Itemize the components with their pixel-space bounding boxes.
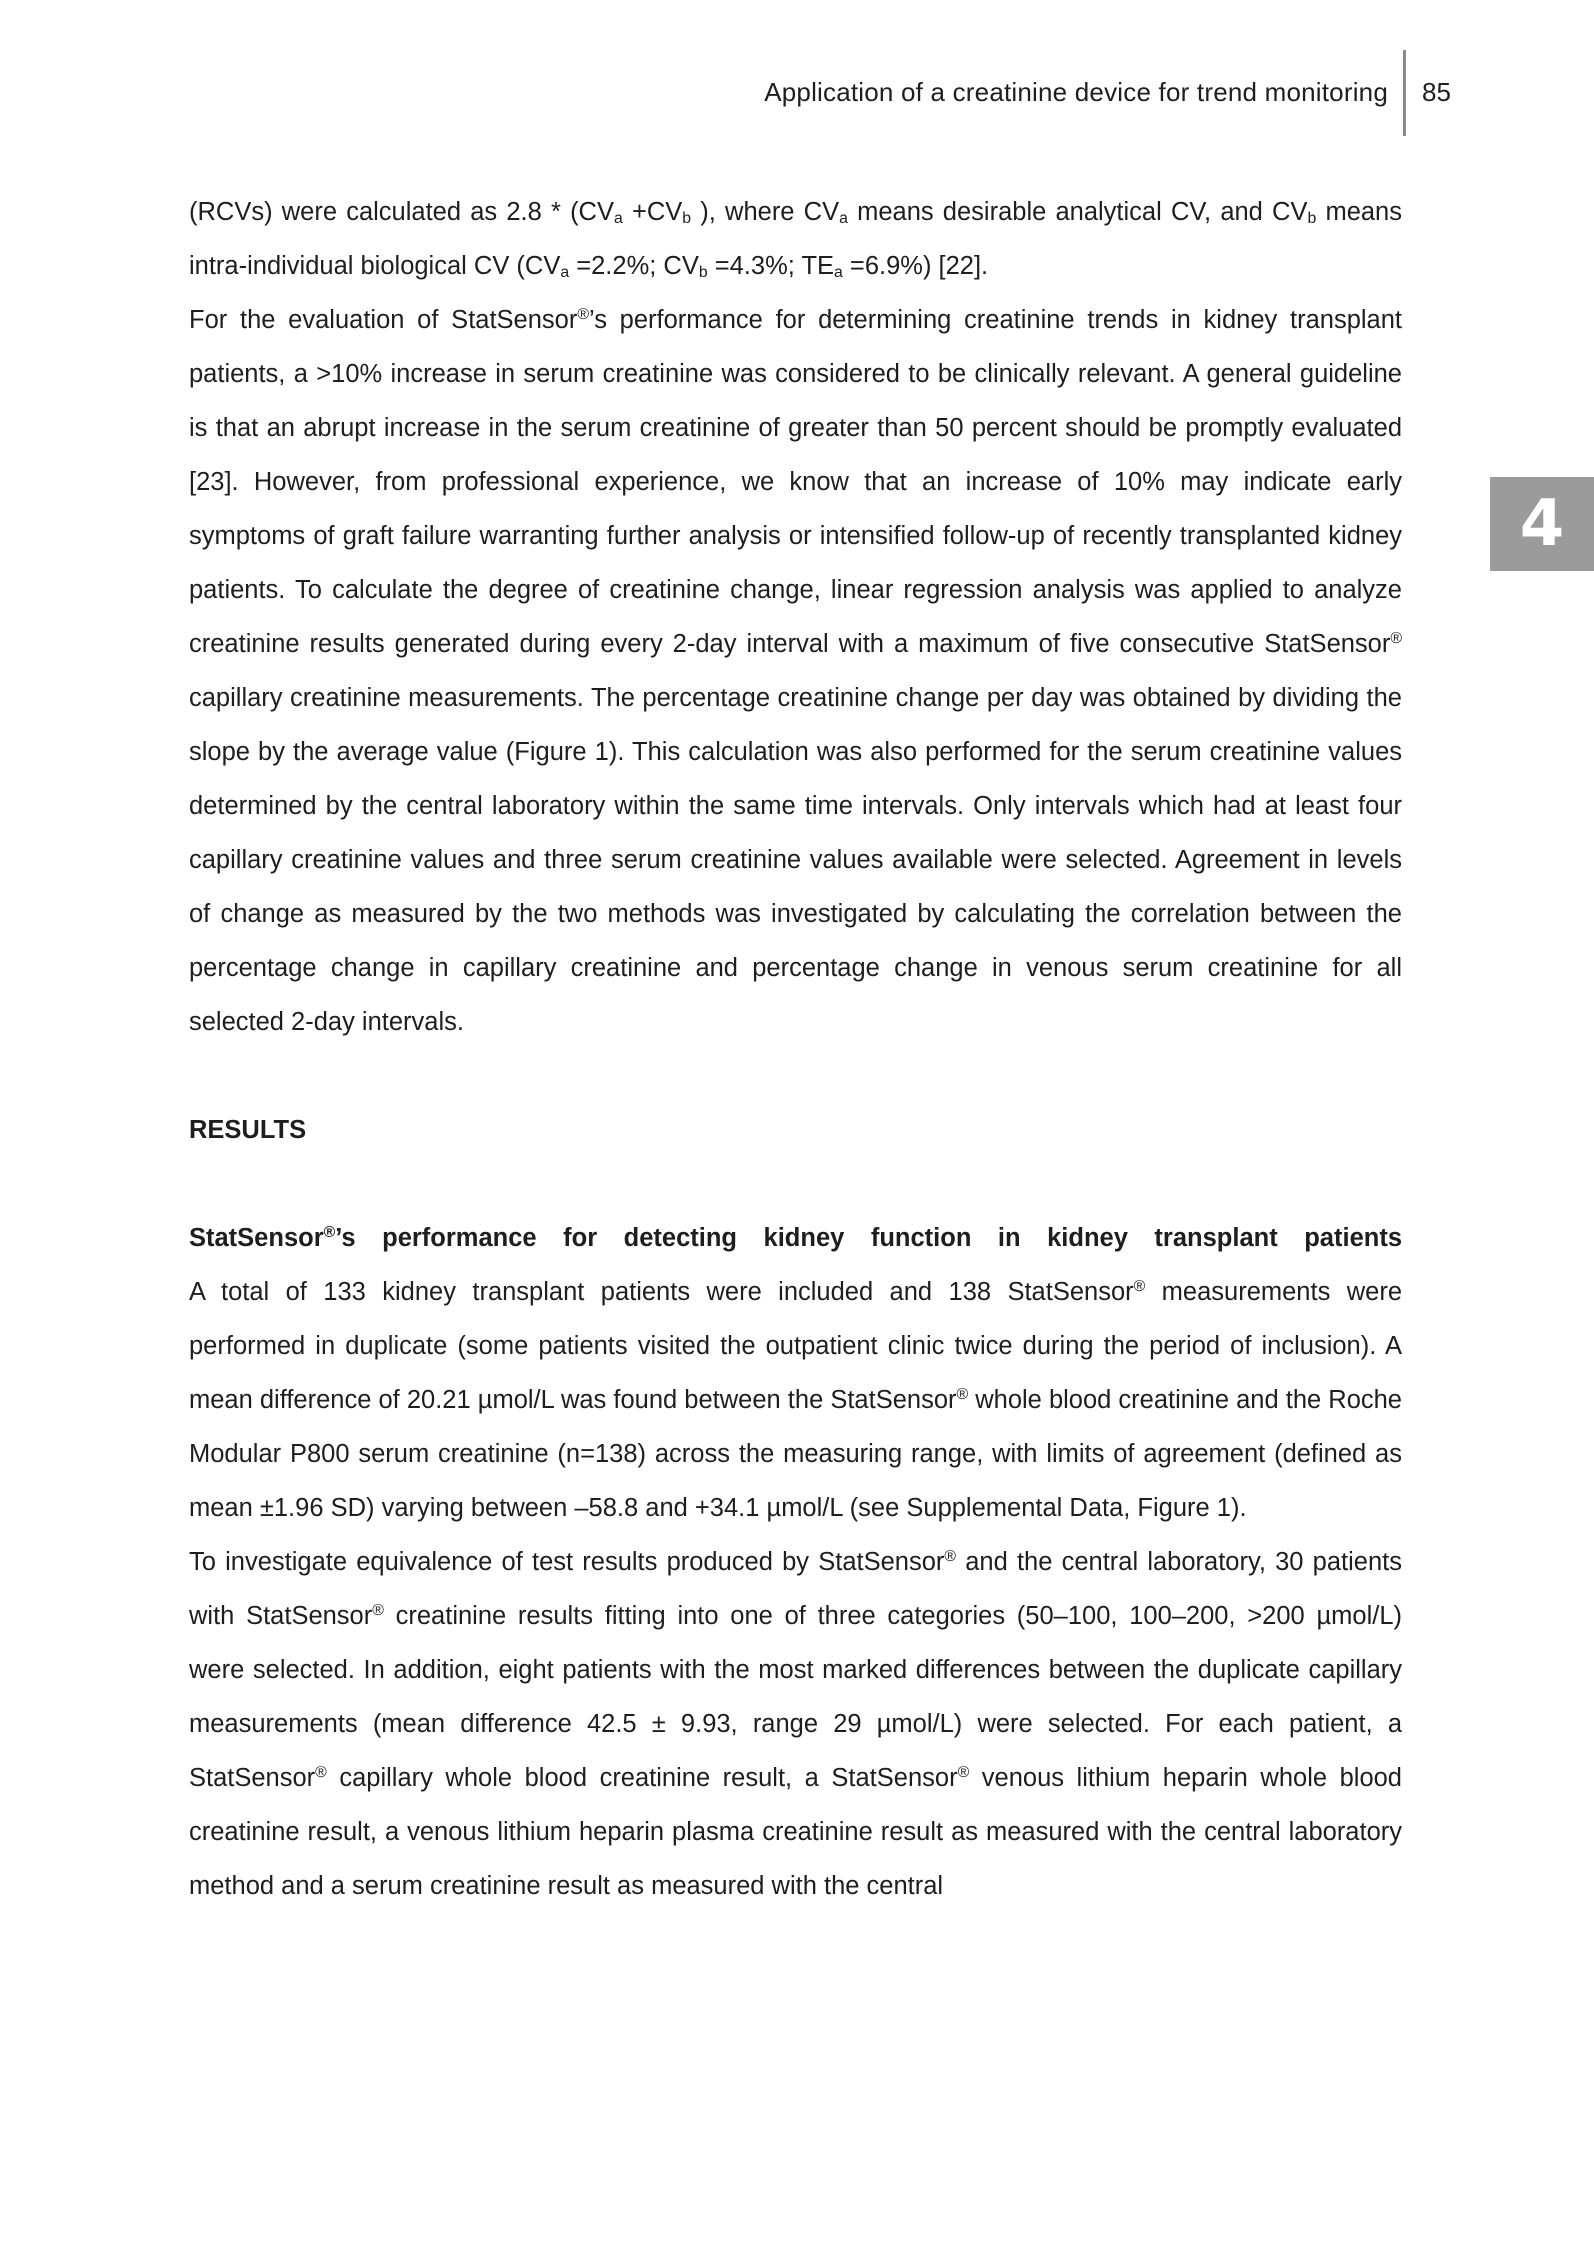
results-heading: RESULTS	[189, 1116, 307, 1144]
page-number: 85	[1422, 77, 1451, 107]
main-text	[189, 185, 1402, 1913]
paragraph-equivalence: To investigate equivalence of test results produced by StatSensor® and the central laboratory, 30 patients with StatSensor® creatinine results fitting into one of three categories (50–100, 100–200, >200 µmol/L) were selected. In addition, eight patients with the most marked differences between the duplicate capillary measurements (mean difference 42.5 ± 9.93, range 29 µmol/L) were selected. For each patient, a StatSensor® capillary whole blood creatinine result, a StatSensor® venous lithium heparin whole blood creatinine result, a venous lithium heparin plasma creatinine result as measured with the central laboratory method and a serum creatinine result as measured with the central	[189, 1548, 1403, 1900]
paragraph-rcv: (RCVs) were calculated as $2.8 * (CV_a +CV_b$ ), where $CV_a$ means desirable analytical CV, and $CV_b$ means intra-individual biological CV ($CV_a =2.2\%$; $CV_b =4.3\%$; $TE_a =6.9\%$) [22].	[189, 198, 1402, 281]
subsection-heading: StatSensor®’s performance for detecting kidney function in kidney transplant patients	[189, 1224, 1402, 1252]
running-title: Application of a creatinine device for trend monitoring	[764, 77, 1388, 107]
paragraph-performance: StatSensor®’s performance for detecting kidney function in kidney transplant patients A total of 133 kidney transplant patients were included and 138 StatSensor® measurements were performed in duplicate (some patients visited the outpatient clinic twice during the period of inclusion). A mean difference of 20.21 µmol/L was found between the StatSensor® whole blood creatinine and the Roche Modular P800 serum creatinine (n=138) across the measuring range, with limits of agreement (defined as mean ±1.96 SD) varying between –58.8 and +34.1 µmol/L (see Supplemental Data, Figure 1).	[189, 1211, 1402, 1535]
paragraph-trend-evaluation: For the evaluation of StatSensor®’s performance for determining creatinine trends in kidney transplant patients, a >10% increase in serum creatinine was considered to be clinically relevant. A general guideline is that an abrupt increase in the serum creatinine of greater than 50 percent should be promptly evaluated [23]. However, from professional experience, we know that an increase of 10% may indicate early symptoms of graft failure warranting further analysis or intensified follow-up of recently transplanted kidney patients. To calculate the degree of creatinine change, linear regression analysis was applied to analyze creatinine results generated during every 2-day interval with a maximum of five consecutive StatSensor® capillary creatinine measurements. The percentage creatinine change per day was obtained by dividing the slope by the average value (Figure 1). This calculation was also performed for the serum creatinine values determined by the central laboratory within the same time intervals. Only intervals which had at least four capillary creatinine values and three serum creatinine values available were selected. Agreement in levels of change as measured by the two methods was investigated by calculating the correlation between the percentage change in capillary creatinine and percentage change in venous serum creatinine for all selected 2-day intervals.	[189, 306, 1402, 1036]
header-divider	[1403, 50, 1406, 136]
chapter-tab: 4	[1490, 477, 1594, 571]
